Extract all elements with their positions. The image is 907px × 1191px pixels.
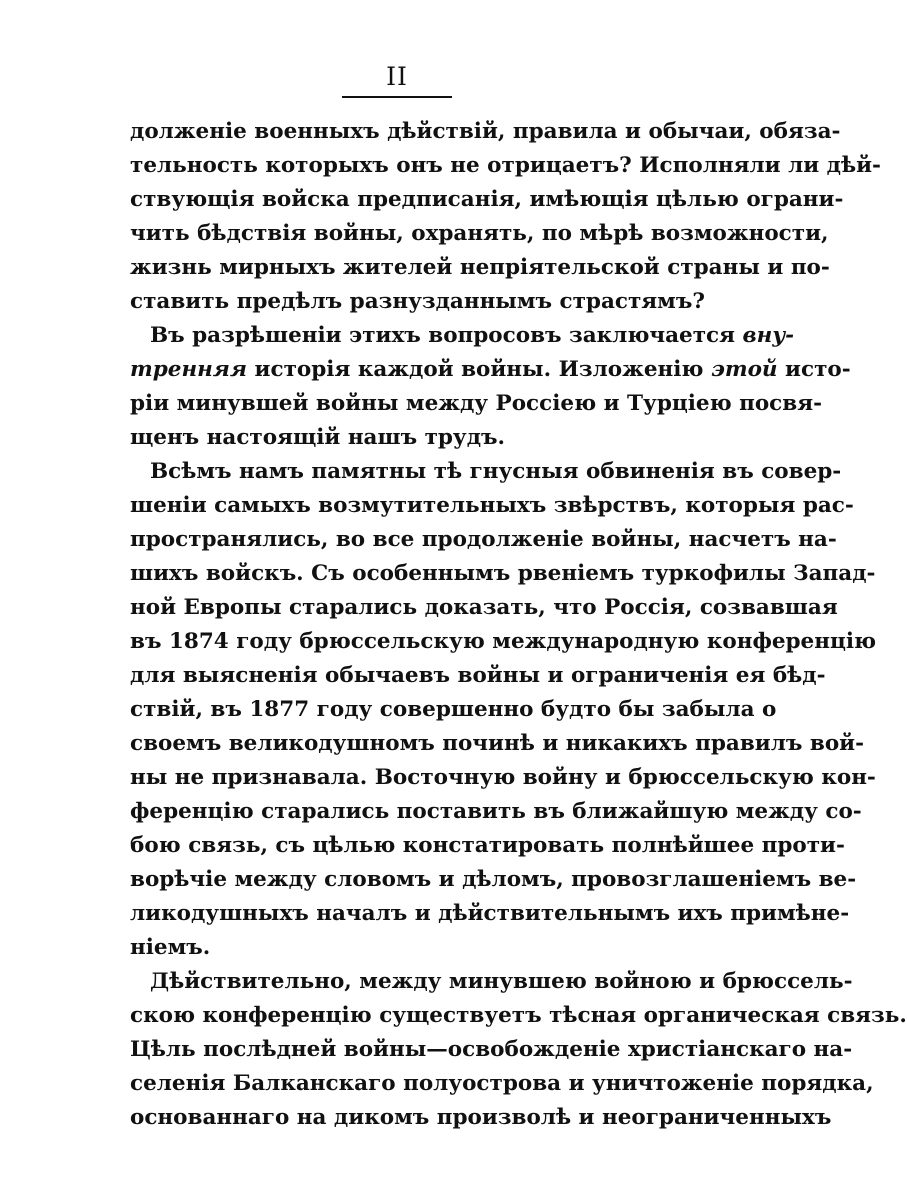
emphasis-text: вну- bbox=[742, 323, 795, 348]
text-line: ніемъ. bbox=[130, 935, 211, 960]
text-line: чить бѣдствія войны, охранять, по мѣрѣ возможности, bbox=[130, 221, 829, 246]
text-line: шихъ войскъ. Съ особеннымъ рвеніемъ туркофилы Запад- bbox=[130, 561, 876, 586]
text-line: ставить предѣлъ разнузданнымъ страстямъ? bbox=[130, 289, 705, 314]
page-number: II bbox=[386, 62, 408, 91]
text-line: жизнь мирныхъ жителей непріятельской страны и по- bbox=[130, 255, 830, 280]
text-line: тельность которыхъ онъ не отрицаетъ? Исполняли ли дѣй- bbox=[130, 153, 881, 178]
text-line: основаннаго на дикомъ произволѣ и неограниченныхъ bbox=[130, 1105, 832, 1130]
text-line bbox=[150, 319, 795, 353]
text-line: ны не признавала. Восточную войну и брюссельскую кон- bbox=[130, 765, 876, 790]
text-line: ствій, въ 1877 году совершенно будто бы забыла о bbox=[130, 697, 777, 722]
text-line: пространялись, во все продолженіе войны, насчетъ на- bbox=[130, 527, 837, 552]
text-line: своемъ великодушномъ починѣ и никакихъ правилъ вой- bbox=[130, 731, 865, 756]
text-line: для выясненія обычаевъ войны и ограниченія ея бѣд- bbox=[130, 663, 826, 688]
text-span: исто- bbox=[785, 357, 851, 382]
text-span: исторія каждой войны. Изложенію bbox=[254, 357, 704, 382]
text-line: щенъ настоящій нашъ трудъ. bbox=[130, 425, 506, 450]
text-line: Дѣйствительно, между минувшею войною и брюссель- bbox=[150, 969, 853, 994]
text-line: селенія Балканскаго полуострова и уничтоженіе порядка, bbox=[130, 1071, 874, 1096]
text-line: ной Европы старались доказать, что Россія, созвавшая bbox=[130, 595, 838, 620]
text-line: ворѣчіе между словомъ и дѣломъ, провозглашеніемъ ве- bbox=[130, 867, 857, 892]
text-line bbox=[130, 353, 851, 387]
emphasis-text: этой bbox=[710, 357, 778, 382]
text-line: въ 1874 году брюссельскую международную конференцію bbox=[130, 629, 877, 654]
text-line: Цѣль послѣдней войны—освобожденіе христіанскаго на- bbox=[130, 1037, 853, 1062]
text-line: бою связь, съ цѣлью констатировать полнѣйшее проти- bbox=[130, 833, 845, 858]
text-line: скою конференцію существуетъ тѣсная органическая связь. bbox=[130, 1003, 907, 1028]
text-line: ствующія войска предписанія, имѣющія цѣлью ограни- bbox=[130, 187, 844, 212]
text-line: долженіе военныхъ дѣйствій, правила и обычаи, обяза- bbox=[130, 119, 841, 144]
text-span: Въ разрѣшеніи этихъ вопросовъ заключается bbox=[150, 323, 736, 348]
text-line: шеніи самыхъ возмутительныхъ звѣрствъ, которыя рас- bbox=[130, 493, 854, 518]
text-line: ференцію старались поставить въ ближайшую между со- bbox=[130, 799, 862, 824]
text-line: ликодушныхъ началъ и дѣйствительнымъ ихъ примѣне- bbox=[130, 901, 850, 926]
emphasis-text: тренняя bbox=[130, 357, 248, 382]
text-line: ріи минувшей войны между Россіею и Турціею посвя- bbox=[130, 391, 823, 416]
text-line: Всѣмъ намъ памятны тѣ гнусныя обвиненія въ совер- bbox=[150, 459, 842, 484]
